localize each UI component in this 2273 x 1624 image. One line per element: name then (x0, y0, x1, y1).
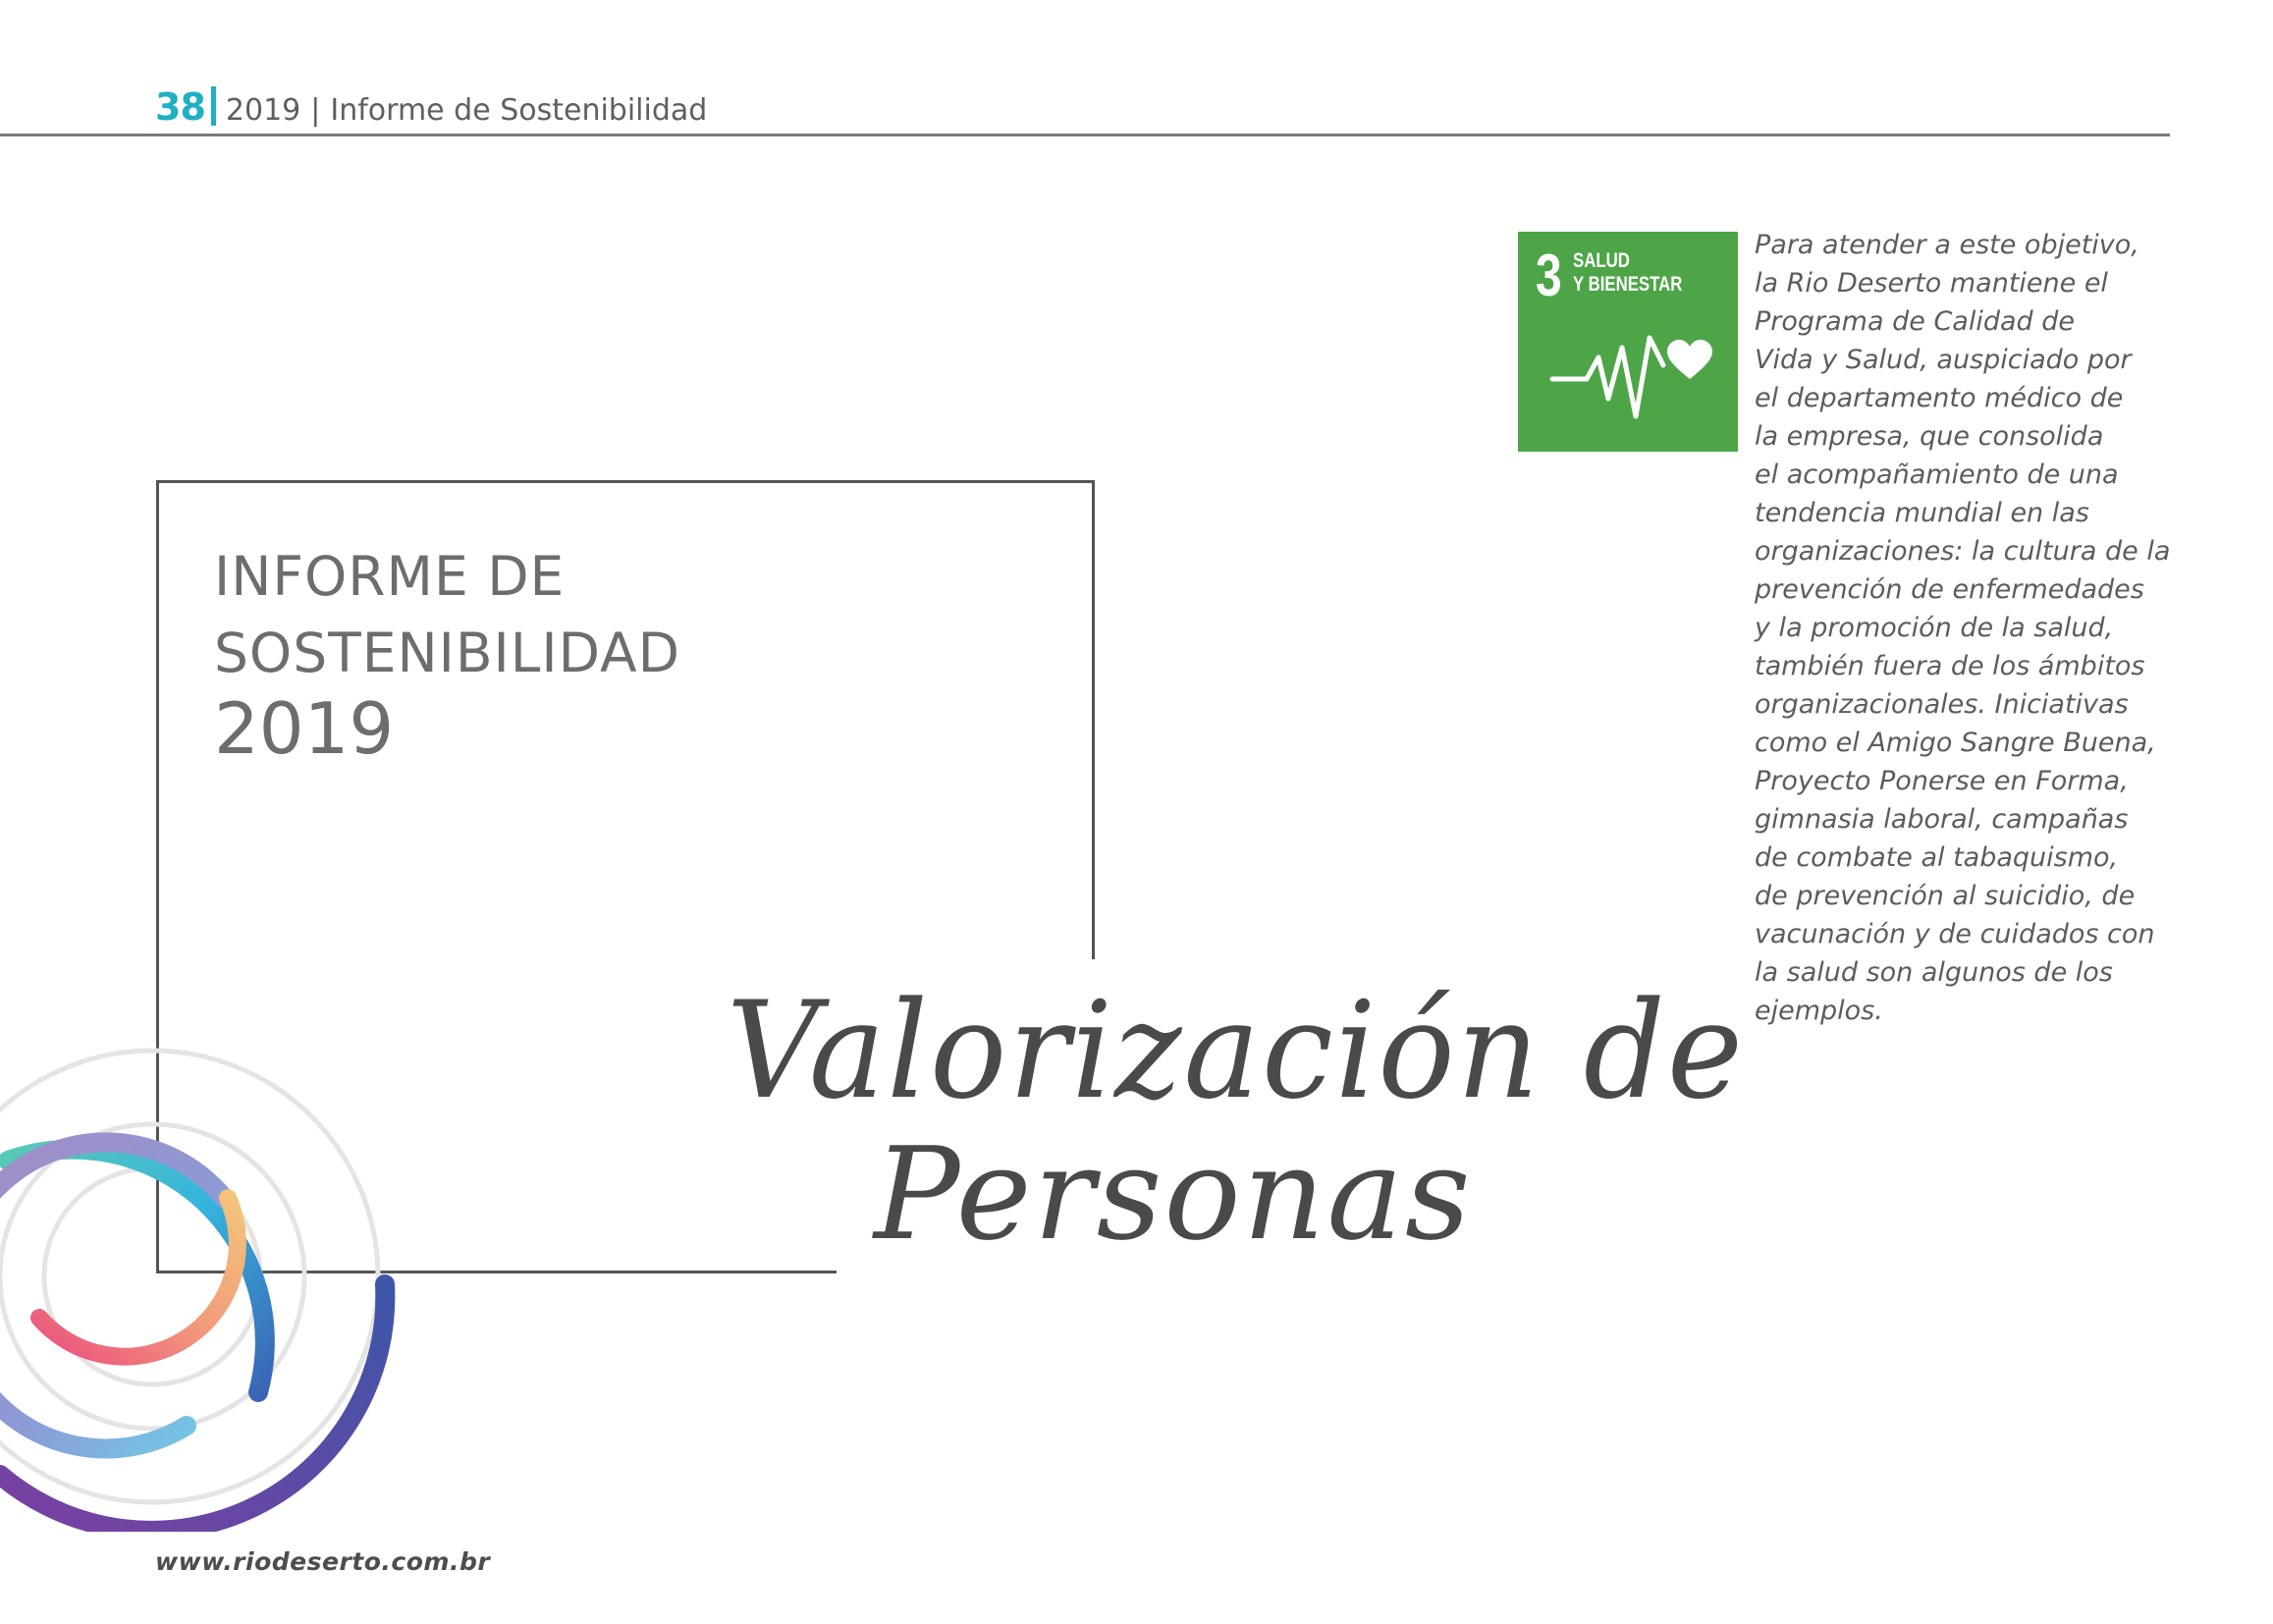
sdg-label-line1: SALUD (1573, 249, 1630, 272)
body-line: también fuera de los ámbitos (1755, 651, 2145, 681)
report-title (214, 538, 680, 691)
frame-border-right (1092, 480, 1095, 959)
body-line: Programa de Calidad de (1755, 306, 2076, 337)
report-title-line1: INFORME DE (214, 545, 566, 608)
body-line: Para atender a este objetivo, (1755, 230, 2139, 260)
report-year: 2019 (214, 687, 395, 770)
body-line: organizaciones: la cultura de la (1755, 536, 2171, 567)
heartbeat-heart-icon (1547, 308, 1714, 426)
section-title-line1: Valorización de (727, 972, 1745, 1129)
body-line: la Rio Deserto mantiene el (1755, 268, 2108, 298)
body-line: ejemplos. (1755, 996, 1883, 1026)
body-line: y la promoción de la salud, (1755, 613, 2114, 643)
body-line: la empresa, que consolida (1755, 421, 2104, 452)
page-header (155, 81, 707, 129)
header-title: Informe de Sostenibilidad (330, 93, 708, 128)
header-rule (0, 134, 2170, 136)
sdg-label-line2: Y BIENESTAR (1573, 273, 1683, 296)
header-year: 2019 (225, 93, 301, 128)
header-separator: | (310, 93, 321, 128)
body-paragraph (1755, 226, 2171, 1030)
body-line: como el Amigo Sangre Buena, (1755, 728, 2156, 758)
sdg-label (1573, 249, 1682, 297)
report-title-line2: SOSTENIBILIDAD (214, 622, 681, 684)
body-line: gimnasia laboral, campañas (1755, 804, 2129, 835)
body-line: la salud son algunos de los (1755, 957, 2113, 988)
body-line: prevención de enfermedades (1755, 574, 2144, 605)
body-line: de prevención al suicidio, de (1755, 881, 2136, 911)
body-line: vacunación y de cuidados con (1755, 919, 2155, 949)
page-number: 38 (155, 85, 205, 129)
decorative-rings (0, 1021, 412, 1532)
body-line: Vida y Salud, auspiciado por (1755, 345, 2132, 375)
page-number-divider (211, 86, 216, 126)
sdg-badge (1518, 232, 1738, 452)
sdg-number: 3 (1536, 243, 1562, 308)
body-line: el acompañamiento de una (1755, 460, 2119, 490)
body-line: de combate al tabaquismo, (1755, 842, 2119, 873)
body-line: Proyecto Ponerse en Forma, (1755, 766, 2129, 796)
body-line: tendencia mundial en las (1755, 498, 2089, 528)
body-line: el departamento médico de (1755, 383, 2124, 413)
body-line: organizacionales. Iniciativas (1755, 689, 2129, 720)
footer-url: www.riodeserto.com.br (155, 1547, 491, 1576)
frame-border-top (156, 480, 1095, 483)
section-title-line2: Personas (874, 1119, 1473, 1269)
